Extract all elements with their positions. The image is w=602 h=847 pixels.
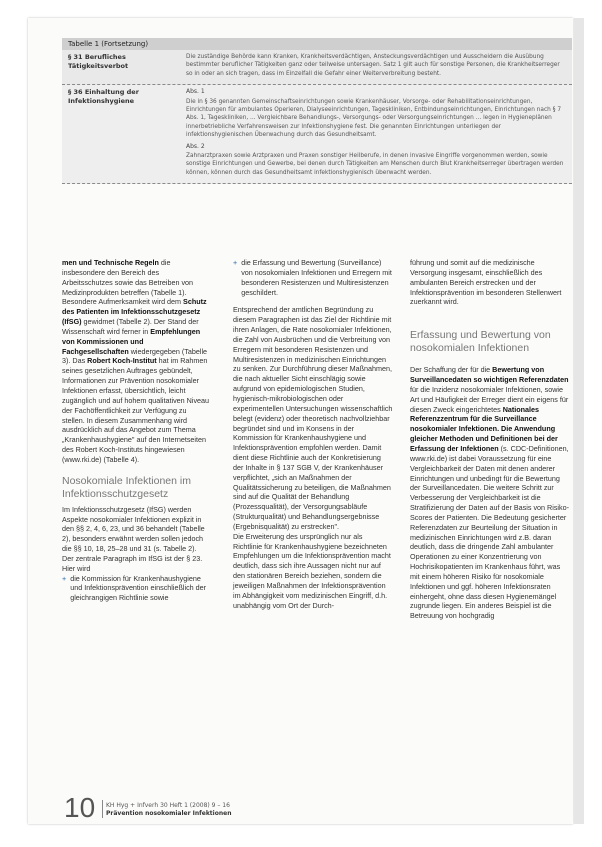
legal-table xyxy=(62,38,572,184)
table-row xyxy=(62,85,572,184)
text-span: wiedergegeben (Tabelle 3). Das xyxy=(62,346,208,366)
text-span: für die Inzidenz nosokomialer Infektionen, sowie Art und Häufigkeit der Erreger dient ein eigens für diesen Zweck eingerichtetes xyxy=(410,384,569,414)
table-row-text: Die in § 36 genannten Gemeinschaftseinrichtungen sowie Krankenhäuser, Vorsorge- oder Rehabilitationseinrichtungen, Einrichtungen für ambulantes Operieren, Dialyseeinrichtungen, Tageskliniken, Entbindungseinrichtungen, Einrichtungen nach § 7 Abs. 1, Tageskliniken, ... Vergleichbare Behandlungs-, Versorgungs- oder Versorgungseinrichtungen ... legen in Hygieneplänen innerbetriebliche Verfahrensweisen zur Infektionshygiene fest. Die genannten Einrichtungen unterliegen der infektionshygienischen Überwachung durch das Gesundheitsamt. xyxy=(186,98,562,139)
bold-span: Empfehlungen von Kommissionen und Fachgesellschaften xyxy=(62,326,201,356)
footer-divider xyxy=(102,800,103,818)
paragraph: führung und somit auf die medizinische Versorgung insgesamt, einschließlich des ambulanten Bereich erstrecken und der Infektionsprävention im besonderen Stellenwert zuerkannt wird. xyxy=(410,258,562,307)
paragraph: Der zentrale Paragraph im IfSG ist der § 23. Hier wird xyxy=(62,553,203,573)
bold-span: Bewertung von Surveillancedaten so wichtigen Referenzdaten xyxy=(410,365,569,385)
table-row-text: Die zuständige Behörde kann Kranken, Krankheitsverdächtigen, Ansteckungsverdächtigen und Ausscheidern die Ausübung bestimmter beruflicher Tätigkeiten ganz oder teilweise untersagen. Satz 1 gilt auch für sonstige Personen, die Krankheitserreger so in oder an sich tragen, dass im Einzelfall die Gefahr einer Weiterverbreitung besteht. xyxy=(186,54,560,77)
journal-citation: KH Hyg + Infverh 30 Heft 1 (2008) 9 – 16 xyxy=(106,802,230,809)
page-number: 10 xyxy=(64,792,96,823)
table-row-content xyxy=(186,88,566,180)
text-column-right xyxy=(410,258,570,621)
page-footer xyxy=(64,793,364,823)
bold-lead: men und Technische Regeln xyxy=(62,258,159,267)
footer-citation xyxy=(106,802,231,817)
table-row-text: Zahnarztpraxen sowie Arztpraxen und Praxen sonstiger Heilberufe, in denen invasive Eingriffe vorgenommen werden, sowie sonstige Einrichtungen und Gewerbe, bei denen durch Tätigkeiten am Menschen durch Blut Krankheitserreger übertragen werden können, können durch das Gesundheitsamt infektionshygienisch überwacht werden. xyxy=(186,153,564,176)
text-span: die insbesondere den Bereich des Arbeitsschutzes sowie das Betreiben von Medizinprodukten betreffen (Tabelle 1). xyxy=(62,258,194,297)
bullet-item xyxy=(233,258,393,297)
text-span: hat im Rahmen seines gesetzlichen Auftrages gebündelt, Informationen zur Prävention nosokomialer Infektionen erfasst, übersichtlich, leicht zugänglich und auf hohem qualitativen Niveau der Fachöffentlichkeit zur Verfügung zu stellen. In diesem Zusammenhang wird ausdrücklich auf das Angebot zum Thema „Krankenhaushygiene" auf den Internetseiten des Robert Koch-Instituts hingewiesen (www.rki.de) (Tabelle 4). xyxy=(62,356,210,464)
paragraph: Entsprechend der amtlichen Begründung zu diesem Paragraphen ist das Ziel der Richtlinie mit ihren Anlagen, die Rate nosokomialer Infektionen, die Zahl von Ausbrüchen und die Verbreitung von Erregern mit besonderen Resistenzen und Multiresistenzen in medizinischen Einrichtungen zu senken. Zur Durchführung dieser Maßnahmen, die nach aktueller Sicht einschlägig sowie aufgrund von epidemiologischen Studien, hygienisch-mikrobiologischen oder experimentellen Untersuchungen wissenschaftlich belegt (evidenz) oder theoretisch nachvollziehbar begründet sind und im Konsens in der Kommission für Krankenhaushygiene und Infektionsprävention empfohlen werden. Damit dient diese Richtlinie auch der Konkretisierung der Inhalte in § 137 SGB V, der Krankenhäuser verpflichtet, „sich an Maßnahmen der Qualitätssicherung zu beteiligen, die Maßnahmen sind auf die Qualität der Behandlung (Prozessqualität), der Versorgungsabläufe (Strukturqualität) und Behandlungsergebnisse (Ergebnisqualität) zu erstrecken". xyxy=(233,305,393,531)
text-span: Der Schaffung der für die xyxy=(410,365,493,375)
bullet-item xyxy=(62,574,210,604)
text-column-middle xyxy=(233,258,393,611)
article-title-text: Prävention nosokomialer Infektionen xyxy=(106,809,232,817)
section-heading: Nosokomiale Infektionen im Infektionsschutzgesetz xyxy=(62,474,191,500)
bullet-marker-icon: + xyxy=(62,573,67,583)
table-row-content xyxy=(186,53,566,81)
page-edge-shadow xyxy=(574,18,584,824)
paragraph-label: Abs. 1 xyxy=(186,88,205,96)
paragraph xyxy=(62,258,210,297)
paragraph-label: Abs. 2 xyxy=(186,142,205,150)
paragraph: Die Erweiterung des ursprünglich nur als Richtlinie für Krankenhaushygiene bezeichneten Empfehlungen um die Infektionsprävention macht deutlich, dass sich ihre Aussagen nicht nur auf den stationären Bereich beziehen, sondern die jeweiligen Maßnahmen der Infektionsprävention im Abhängigkeit vom medizinischen Eingriff, d.h. unabhängig vom Ort der Durch- xyxy=(233,531,391,610)
table-row xyxy=(62,50,572,85)
text-column-left xyxy=(62,258,210,603)
paragraph xyxy=(410,365,570,621)
bold-span: Robert Koch-Institut xyxy=(87,356,157,366)
text-span: (s. CDC-Definitionen, www.rki.de) ist dabei Voraussetzung für eine Vergleichbarkeit der Daten mit denen anderer Einrichtungen und unbedingt für die Bewertung der Surveillancedaten. Die weitere Schritt zur Verbesserung der Vergleichbarkeit ist die Stratifizierung der Daten auf der Basis von Risiko-Scores der Patienten. Die Bedeutung gesicherter Referenzdaten zur Beurteilung der Situation in medizinischen Einrichtungen wird z.B. daran deutlich, dass die dringende Zahl ambulanter Operationen zu einer Konzentrierung von Hochrisikopatienten im Krankenhaus führt, was mit einem höheren Risiko für nosokomiale Infektionen und ggf. höheren Infektionsraten einhergeht, ohne dass diesen Hygienemängel zugrunde liegen. Ein anderes Beispiel ist die Betreuung von hochgradig xyxy=(410,443,569,621)
bullet-text: die Kommission für Krankenhaushygiene und Infektionsprävention einschließlich der gleichrangigen Richtlinie sowie xyxy=(70,573,207,603)
article-title xyxy=(106,810,231,818)
paragraph: Im Infektionsschutzgesetz (IfSG) werden Aspekte nosokomialer Infektionen explizit in den §§ 2, 4, 6, 23, und 36 behandelt (Tabelle 2), besonders erwähnt werden sollen jedoch die §§ 10, 18, 25–28 und 31 (s. Tabelle 2). xyxy=(62,504,205,554)
text-span: gewidmet (Tabelle 2). Der Stand der Wissenschaft wird ferner in xyxy=(62,317,199,336)
table-row-heading: § 31 Berufliches Tätigkeitsverbot xyxy=(68,53,129,70)
bold-span: Schutz des Patienten im Infektionsschutzgesetz (IfSG) xyxy=(62,297,207,327)
table-title: Tabelle 1 (Fortsetzung) xyxy=(62,38,572,50)
bullet-marker-icon: + xyxy=(233,258,238,267)
bullet-text: die Erfassung und Bewertung (Surveillance) von nosokomialen Infektionen und Erregern mit besonderen Resistenzen und Multiresistenzen geschildert. xyxy=(241,258,392,297)
table-row-heading: § 36 Einhaltung der Infektionshygiene xyxy=(68,88,139,106)
bold-span: Nationales Referenzzentrum für die Surveillance nosokomialer Infektionen. Die Anwendung gleicher Methoden und Definitionen bei der Erfassung der Infektionen xyxy=(410,404,558,453)
paragraph xyxy=(62,297,210,464)
text-span: Besondere Aufmerksamkeit wird dem xyxy=(62,297,184,307)
section-heading: Erfassung und Bewertung von nosokomialen Infektionen xyxy=(410,329,551,355)
